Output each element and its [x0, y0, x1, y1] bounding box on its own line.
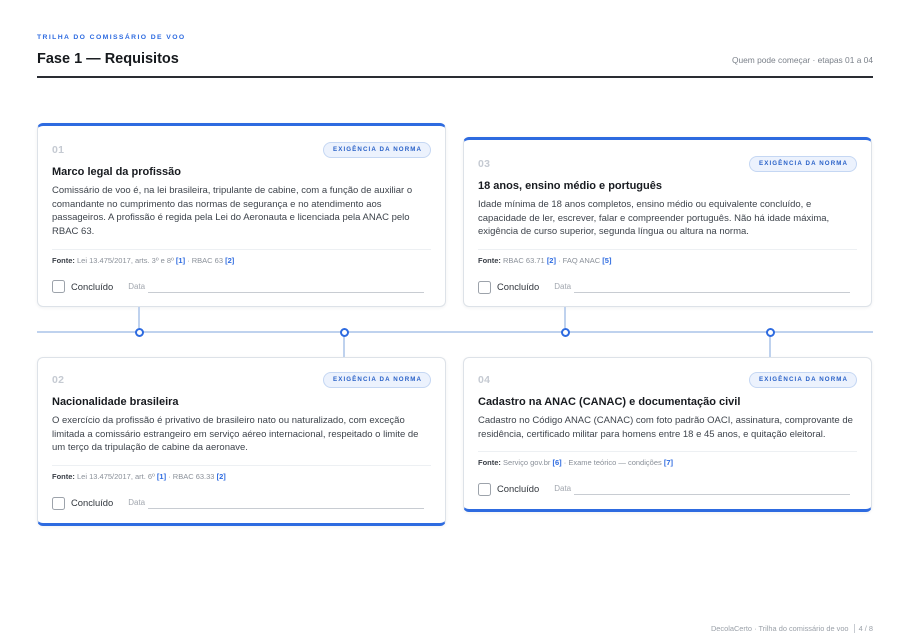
completed-checkbox[interactable]	[52, 497, 65, 510]
source-label: Fonte:	[52, 472, 75, 482]
source-text: Serviço gov.br	[503, 458, 551, 468]
step-number: 01	[52, 144, 65, 156]
source-line	[52, 256, 431, 266]
reference-link[interactable]: [2]	[546, 256, 556, 266]
source-separator: ·	[187, 255, 190, 265]
source-label: Fonte:	[478, 256, 501, 266]
completion-row	[52, 280, 431, 294]
timeline-connector-03	[564, 307, 566, 328]
source-label: Fonte:	[478, 458, 501, 468]
completed-checkbox[interactable]	[478, 483, 491, 496]
date-label: Data	[554, 282, 572, 292]
step-description: Cadastro no Código ANAC (CANAC) com foto padrão OACI, assinatura, comprovante de residência, certificado militar para homens entre 18 e 45 anos, e quitação eleitoral.	[478, 415, 853, 440]
source-separator: ·	[558, 256, 561, 266]
source-separator: ·	[563, 458, 567, 468]
timeline-node-02	[340, 328, 349, 337]
completed-label: Concluído	[497, 281, 540, 293]
step-card-01	[37, 123, 446, 307]
timeline-line	[37, 331, 873, 333]
requirement-badge: EXIGÊNCIA DA NORMA	[323, 372, 431, 388]
card-header	[478, 156, 857, 172]
step-description: O exercício da profissão é privativo de brasileiro nato ou naturalizado, com exceção limitada a comissário estrangeiro em serviço aéreo internacional, respeitado o limite de um terço da tripulação de cabine da aeronave.	[52, 415, 419, 454]
completed-checkbox[interactable]	[478, 281, 491, 294]
timeline-node-04	[766, 328, 775, 337]
card-divider	[52, 249, 431, 250]
completion-row	[478, 280, 857, 294]
requirement-badge: EXIGÊNCIA DA NORMA	[323, 142, 431, 158]
card-header	[478, 372, 857, 388]
reference-link[interactable]: [1]	[175, 255, 186, 265]
reference-link[interactable]: [6]	[552, 458, 562, 468]
timeline-connector-01	[138, 307, 140, 328]
timeline-connector-02	[343, 336, 345, 357]
reference-link[interactable]: [1]	[156, 472, 167, 482]
reference-link[interactable]: [2]	[216, 472, 226, 482]
completed-toggle[interactable]	[478, 482, 539, 496]
footer-text: DecolaCerto · Trilha do comissário de voo	[710, 624, 849, 633]
date-label: Data	[554, 484, 572, 494]
completion-row	[52, 496, 431, 510]
card-divider	[478, 249, 857, 250]
page-title: Fase 1 — Requisitos	[37, 51, 179, 67]
source-line	[478, 458, 857, 468]
step-description: Idade mínima de 18 anos completos, ensino médio ou equivalente concluído, e capacidade de ler, escrever, falar e compreender português. Não há idade máxima, exigência de curso superior, segunda língua ou altura na norma.	[478, 199, 830, 238]
completed-toggle[interactable]	[478, 280, 539, 294]
page-number: 4 / 8	[854, 624, 873, 633]
source-text: RBAC 63.33	[172, 472, 215, 482]
step-description: Comissário de voo é, na lei brasileira, tripulante de cabine, com a função de auxiliar o comandante no cumprimento das normas de segurança e no atendimento aos passageiros. A profissão é regida pela Lei do Aeronauta e licenciada pela ANAC pelo RBAC 63.	[52, 185, 413, 238]
date-input[interactable]	[574, 483, 850, 495]
source-line	[52, 472, 431, 482]
source-text: Exame teórico — condições	[568, 458, 662, 468]
step-card-03	[463, 137, 872, 307]
reference-link[interactable]: [2]	[225, 255, 235, 265]
step-title: Marco legal da profissão	[52, 166, 181, 178]
step-number: 03	[478, 158, 491, 170]
header-divider	[37, 76, 873, 78]
step-card-04	[463, 357, 872, 512]
completed-label: Concluído	[497, 483, 540, 495]
card-header	[52, 372, 431, 388]
page-footer	[711, 624, 873, 634]
timeline-node-01	[135, 328, 144, 337]
reference-link[interactable]: [7]	[663, 458, 674, 468]
source-text: Lei 13.475/2017, art. 6º	[77, 472, 155, 482]
date-label: Data	[128, 281, 146, 291]
source-label: Fonte:	[52, 255, 75, 265]
source-line	[478, 256, 857, 266]
completed-toggle[interactable]	[52, 280, 113, 294]
step-number: 04	[478, 374, 491, 386]
reference-link[interactable]: [5]	[602, 256, 612, 266]
source-text: Lei 13.475/2017, arts. 3º e 8º	[77, 255, 174, 265]
date-label: Data	[128, 498, 146, 508]
section-kicker: TRILHA DO COMISSÁRIO DE VOO	[37, 34, 186, 41]
source-text: RBAC 63	[191, 255, 224, 265]
timeline-node-03	[561, 328, 570, 337]
date-input[interactable]	[148, 281, 424, 293]
date-input[interactable]	[148, 497, 424, 509]
requirement-badge: EXIGÊNCIA DA NORMA	[749, 156, 857, 172]
completed-label: Concluído	[71, 497, 114, 509]
card-divider	[52, 465, 431, 466]
source-separator: ·	[168, 472, 171, 482]
timeline-connector-04	[769, 336, 771, 357]
source-text: RBAC 63.71	[503, 256, 545, 266]
completed-toggle[interactable]	[52, 496, 113, 510]
completed-label: Concluído	[71, 280, 114, 292]
completion-row	[478, 482, 857, 496]
date-input[interactable]	[574, 281, 850, 293]
step-number: 02	[52, 374, 65, 386]
step-title: Cadastro na ANAC (CANAC) e documentação civil	[478, 396, 741, 408]
completed-checkbox[interactable]	[52, 280, 65, 293]
step-title: Nacionalidade brasileira	[52, 396, 179, 408]
page-subtitle: Quem pode começar · etapas 01 a 04	[731, 55, 873, 65]
card-header	[52, 142, 431, 158]
step-title: 18 anos, ensino médio e português	[478, 180, 662, 192]
step-card-02	[37, 357, 446, 526]
card-divider	[478, 451, 857, 452]
requirement-badge: EXIGÊNCIA DA NORMA	[749, 372, 857, 388]
source-text: FAQ ANAC	[562, 256, 601, 266]
